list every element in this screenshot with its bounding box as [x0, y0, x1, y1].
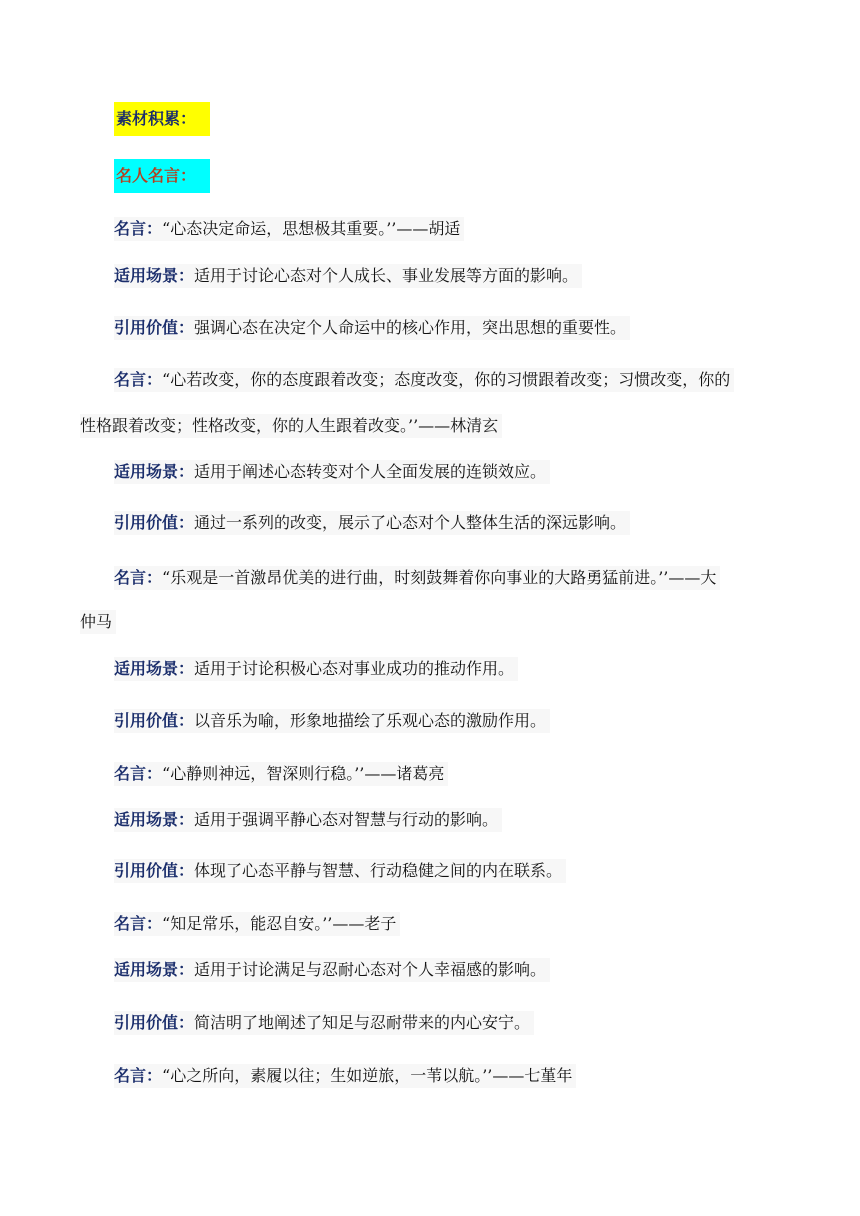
value-text: 通过一系列的改变，展示了心态对个人整体生活的深远影响。 [194, 513, 627, 532]
scene-line [114, 958, 550, 982]
scene-line [114, 460, 550, 484]
scene-text: 适用于讨论满足与忍耐心态对个人幸福感的影响。 [194, 960, 547, 979]
scene-label: 适用场景： [114, 810, 195, 829]
quote-line [114, 1064, 576, 1088]
quote-label: 名言： [114, 219, 163, 238]
value-line [114, 1011, 534, 1035]
quote-label: 名言： [114, 764, 163, 783]
scene-text: 适用于讨论积极心态对事业成功的推动作用。 [194, 659, 515, 678]
value-line [114, 316, 630, 340]
quote-label: 名言： [114, 914, 163, 933]
quote-continuation [80, 414, 502, 438]
quote-label: 名言： [114, 1066, 163, 1085]
quote-line [114, 762, 448, 786]
quote-text: “心静则神远，智深则行稳。’’——诸葛亮 [162, 764, 445, 783]
heading-material: 素材积累： [114, 102, 210, 136]
quote-text: “心态决定命运，思想极其重要。’’——胡适 [162, 219, 461, 238]
value-label: 引用价值： [114, 861, 195, 880]
quote-text: “乐观是一首激昂优美的进行曲，时刻鼓舞着你向事业的大路勇猛前进。’’——大 [162, 568, 717, 587]
value-label: 引用价值： [114, 711, 195, 730]
scene-text: 适用于强调平静心态对智慧与行动的影响。 [194, 810, 499, 829]
value-line [114, 511, 630, 535]
quote-label: 名言： [114, 370, 163, 389]
heading-famous-quotes: 名人名言： [114, 159, 210, 193]
quote-line [114, 368, 734, 392]
quote-text: 性格跟着改变；性格改变，你的人生跟着改变。’’——林清玄 [80, 416, 499, 435]
value-text: 强调心态在决定个人命运中的核心作用，突出思想的重要性。 [194, 318, 627, 337]
scene-line [114, 808, 502, 832]
scene-label: 适用场景： [114, 960, 195, 979]
scene-text: 适用于讨论心态对个人成长、事业发展等方面的影响。 [194, 266, 579, 285]
value-text: 以音乐为喻，形象地描绘了乐观心态的激励作用。 [194, 711, 547, 730]
scene-label: 适用场景： [114, 659, 195, 678]
value-label: 引用价值： [114, 513, 195, 532]
quote-label: 名言： [114, 568, 163, 587]
quote-text: “心之所向，素履以往；生如逆旅，一苇以航。’’——七堇年 [162, 1066, 573, 1085]
quote-line [114, 566, 720, 590]
quote-text: 仲马 [80, 612, 113, 631]
scene-line [114, 264, 582, 288]
quote-text: “心若改变，你的态度跟着改变；态度改变，你的习惯跟着改变；习惯改变，你的 [162, 370, 731, 389]
scene-label: 适用场景： [114, 462, 195, 481]
scene-text: 适用于阐述心态转变对个人全面发展的连锁效应。 [194, 462, 547, 481]
value-line [114, 859, 566, 883]
value-label: 引用价值： [114, 1013, 195, 1032]
scene-line [114, 657, 518, 681]
quote-line [114, 217, 464, 241]
value-text: 简洁明了地阐述了知足与忍耐带来的内心安宁。 [194, 1013, 531, 1032]
quote-text: “知足常乐，能忍自安。’’——老子 [162, 914, 397, 933]
scene-label: 适用场景： [114, 266, 195, 285]
value-line [114, 709, 550, 733]
value-label: 引用价值： [114, 318, 195, 337]
quote-line [114, 912, 400, 936]
value-text: 体现了心态平静与智慧、行动稳健之间的内在联系。 [194, 861, 563, 880]
quote-continuation [80, 610, 116, 634]
